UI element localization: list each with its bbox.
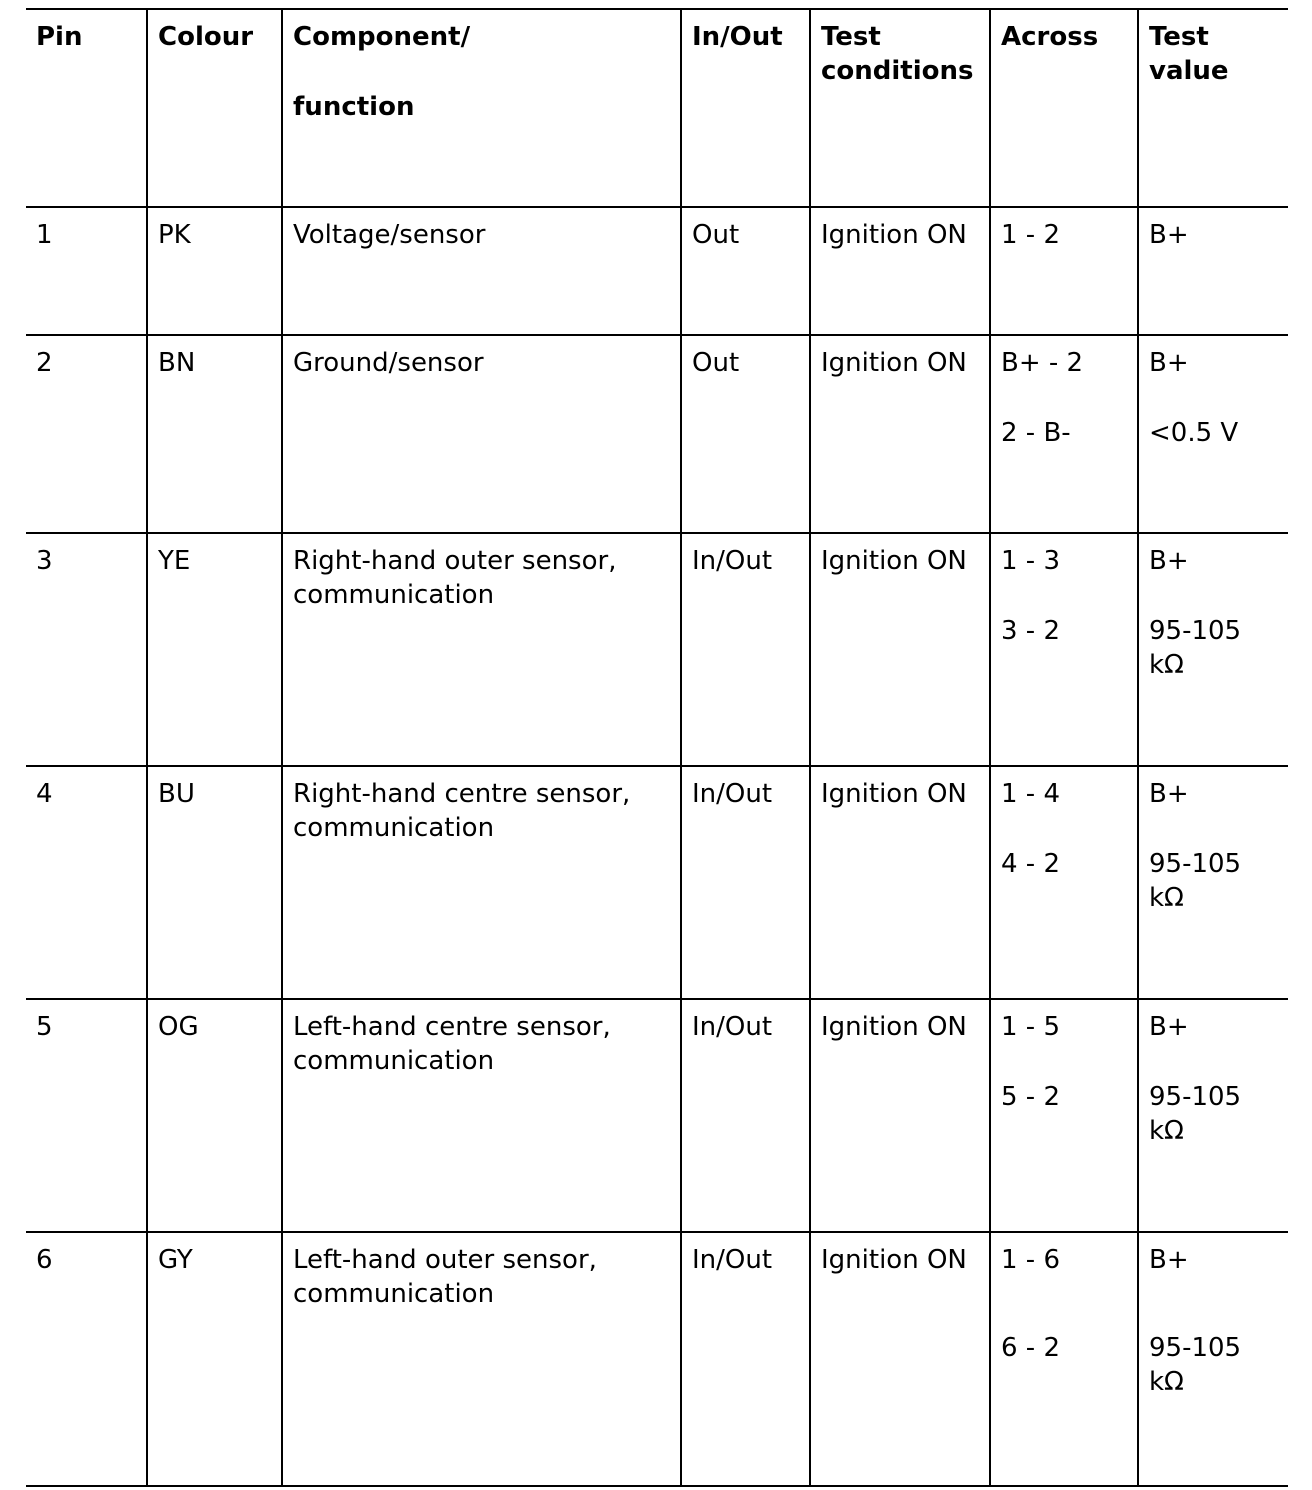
cell-test-conditions: Ignition ON [810, 999, 990, 1232]
header-across: Across [990, 9, 1138, 207]
cell-component: Right-hand outer sensor, communication [282, 533, 681, 766]
cell-colour: GY [147, 1232, 282, 1486]
cell-pin: 1 [26, 207, 147, 335]
cell-test-value: B+ 95-105 kΩ [1138, 1232, 1288, 1486]
cell-pin: 5 [26, 999, 147, 1232]
cell-test-value: B+ <0.5 V [1138, 335, 1288, 533]
cell-colour: BN [147, 335, 282, 533]
cell-component: Left-hand outer sensor, communication [282, 1232, 681, 1486]
table-row [26, 207, 1288, 335]
cell-pin: 2 [26, 335, 147, 533]
cell-pin: 4 [26, 766, 147, 999]
cell-test-value: B+ 95-105 kΩ [1138, 766, 1288, 999]
table-row [26, 335, 1288, 533]
table-row [26, 1232, 1288, 1486]
cell-in-out: In/Out [681, 766, 810, 999]
cell-component: Ground/sensor [282, 335, 681, 533]
header-test-conditions: Test conditions [810, 9, 990, 207]
cell-across: 1 - 2 [990, 207, 1138, 335]
header-row [26, 9, 1288, 207]
header-test-value: Test value [1138, 9, 1288, 207]
cell-in-out: Out [681, 207, 810, 335]
cell-across: 1 - 5 5 - 2 [990, 999, 1138, 1232]
cell-test-value: B+ 95-105 kΩ [1138, 533, 1288, 766]
cell-in-out: Out [681, 335, 810, 533]
cell-test-conditions: Ignition ON [810, 1232, 990, 1486]
table-row [26, 999, 1288, 1232]
cell-test-value: B+ 95-105 kΩ [1138, 999, 1288, 1232]
cell-component: Voltage/sensor [282, 207, 681, 335]
cell-test-conditions: Ignition ON [810, 207, 990, 335]
cell-pin: 3 [26, 533, 147, 766]
cell-colour: YE [147, 533, 282, 766]
cell-in-out: In/Out [681, 999, 810, 1232]
table-row [26, 766, 1288, 999]
cell-component: Left-hand centre sensor, communication [282, 999, 681, 1232]
header-component: Component/ function [282, 9, 681, 207]
cell-test-conditions: Ignition ON [810, 766, 990, 999]
cell-across: B+ - 2 2 - B- [990, 335, 1138, 533]
table-row [26, 533, 1288, 766]
cell-test-value: B+ [1138, 207, 1288, 335]
cell-in-out: In/Out [681, 1232, 810, 1486]
header-pin: Pin [26, 9, 147, 207]
cell-colour: BU [147, 766, 282, 999]
header-in-out: In/Out [681, 9, 810, 207]
cell-across: 1 - 6 6 - 2 [990, 1232, 1138, 1486]
cell-test-conditions: Ignition ON [810, 335, 990, 533]
cell-component: Right-hand centre sensor, communication [282, 766, 681, 999]
header-colour: Colour [147, 9, 282, 207]
cell-colour: PK [147, 207, 282, 335]
cell-across: 1 - 3 3 - 2 [990, 533, 1138, 766]
cell-pin: 6 [26, 1232, 147, 1486]
pin-test-table [26, 8, 1288, 1487]
cell-in-out: In/Out [681, 533, 810, 766]
cell-test-conditions: Ignition ON [810, 533, 990, 766]
cell-across: 1 - 4 4 - 2 [990, 766, 1138, 999]
cell-colour: OG [147, 999, 282, 1232]
